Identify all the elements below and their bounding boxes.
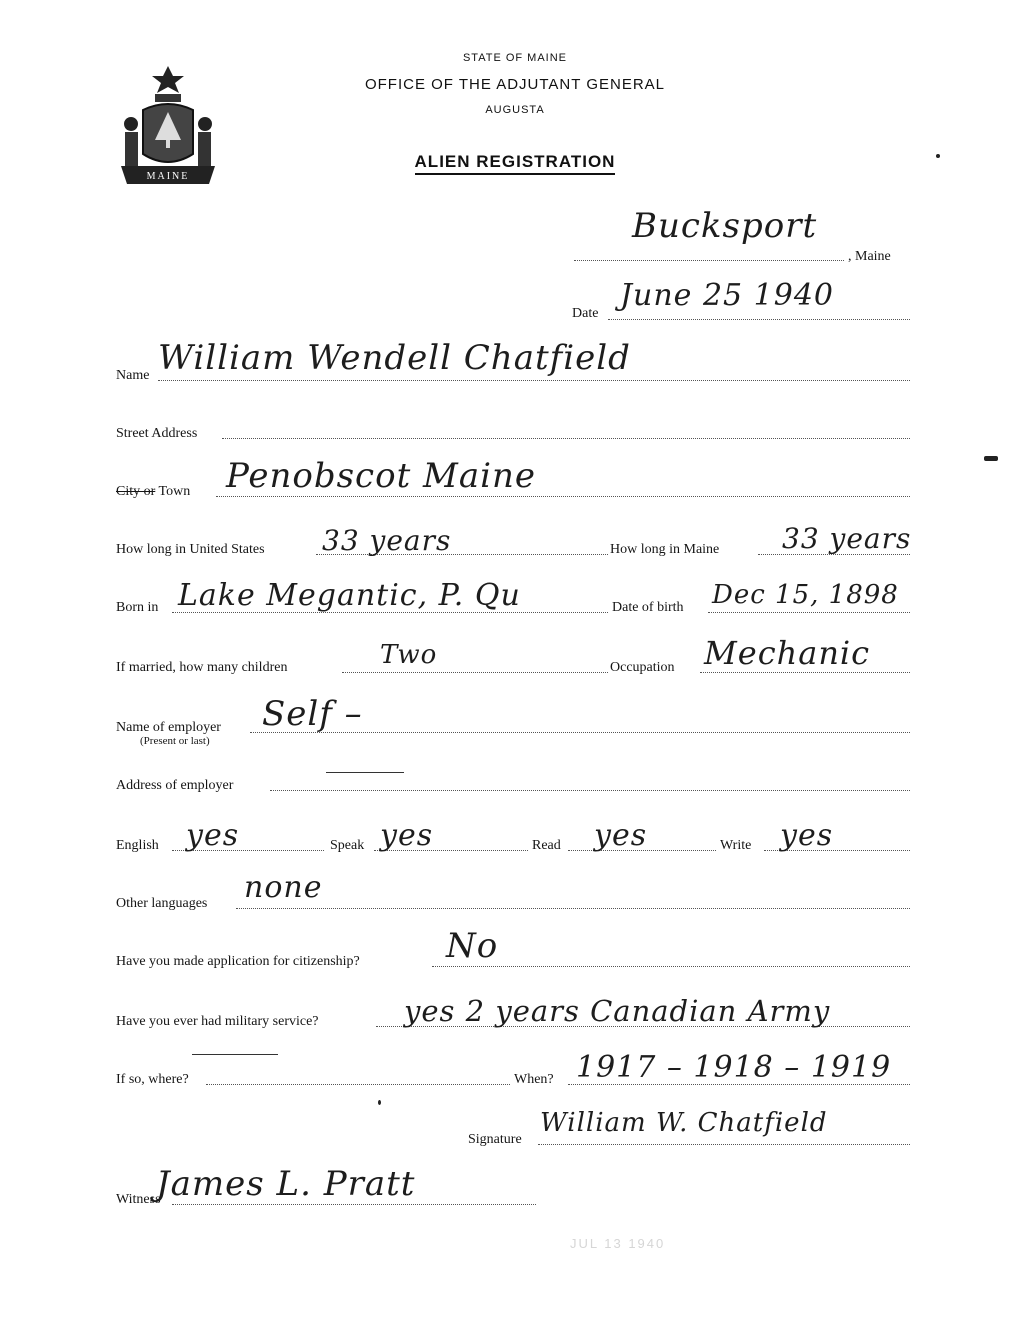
how-long-us-value: 33 years <box>322 524 452 557</box>
how-long-us-label: How long in United States <box>116 542 265 557</box>
other-languages-value: none <box>244 870 323 905</box>
date-label: Date <box>572 306 599 321</box>
name-line <box>158 380 910 381</box>
occupation-label: Occupation <box>610 660 675 675</box>
town-label: Town <box>158 484 191 499</box>
children-value: Two <box>380 640 438 670</box>
maine-label: , Maine <box>848 249 891 264</box>
town-top-line <box>574 260 844 261</box>
date-of-birth-value: Dec 15, 1898 <box>712 580 899 610</box>
received-stamp: JUL 13 1940 <box>570 1236 666 1251</box>
ink-speck <box>936 154 940 158</box>
ink-smudge <box>984 456 998 461</box>
read-label: Read <box>532 838 561 853</box>
citizenship-line <box>432 966 910 967</box>
english-label: English <box>116 838 159 853</box>
write-value: yes <box>780 818 834 853</box>
street-address-line <box>222 438 910 439</box>
date-of-birth-label: Date of birth <box>612 600 684 615</box>
born-in-value: Lake Megantic, P. Qu <box>178 578 521 613</box>
town-value: Penobscot Maine <box>226 456 537 496</box>
military-dash <box>192 1054 278 1055</box>
employer-address-dash <box>326 772 404 773</box>
military-value: yes 2 years Canadian Army <box>404 994 831 1028</box>
when-label: When? <box>514 1072 554 1087</box>
speak-value: yes <box>380 818 434 853</box>
witness-line <box>172 1204 536 1205</box>
employer-note: (Present or last) <box>140 735 210 747</box>
children-label: If married, how many children <box>116 660 288 675</box>
citizenship-value: No <box>446 926 499 966</box>
english-value: yes <box>186 818 240 853</box>
witness-value: James L. Pratt <box>156 1164 416 1204</box>
where-label: If so, where? <box>116 1072 189 1087</box>
form-title: ALIEN REGISTRATION <box>415 152 616 175</box>
write-label: Write <box>720 838 752 853</box>
city-heading: AUGUSTA <box>485 104 545 116</box>
employer-address-line <box>270 790 910 791</box>
children-line <box>342 672 608 673</box>
date-value: June 25 1940 <box>620 278 835 313</box>
occupation-line <box>700 672 910 673</box>
employer-value: Self – <box>262 694 363 734</box>
ink-dot <box>378 1100 381 1105</box>
name-label: Name <box>116 368 150 383</box>
street-address-label: Street Address <box>116 426 198 441</box>
read-value: yes <box>594 818 648 853</box>
witness-label: Witness <box>116 1192 161 1207</box>
state-heading: STATE OF MAINE <box>462 52 568 64</box>
other-languages-line <box>236 908 910 909</box>
employer-label: Name of employer <box>116 720 221 735</box>
born-in-label: Born in <box>116 600 159 615</box>
office-heading: OFFICE OF THE ADJUTANT GENERAL <box>364 76 666 93</box>
city-or-label: City or <box>116 484 156 499</box>
military-label: Have you ever had military service? <box>116 1014 319 1029</box>
signature-value: William W. Chatfield <box>540 1108 828 1138</box>
town-top-value: Bucksport <box>632 206 818 246</box>
other-languages-label: Other languages <box>116 896 208 911</box>
where-line <box>206 1084 510 1085</box>
name-value: William Wendell Chatfield <box>158 338 631 378</box>
city-town-label <box>116 484 190 500</box>
signature-line <box>538 1144 910 1145</box>
citizenship-label: Have you made application for citizenship? <box>116 954 360 969</box>
how-long-maine-label: How long in Maine <box>610 542 720 557</box>
how-long-maine-value: 33 years <box>782 522 912 555</box>
signature-label: Signature <box>468 1132 522 1147</box>
date-line <box>608 319 910 320</box>
employer-address-label: Address of employer <box>116 778 234 793</box>
seal-banner-text: MAINE <box>146 171 190 182</box>
town-line <box>216 496 910 497</box>
speak-label: Speak <box>330 838 365 853</box>
date-of-birth-line <box>708 612 910 613</box>
occupation-value: Mechanic <box>704 634 871 672</box>
title-wrap <box>300 152 730 172</box>
when-value: 1917 – 1918 – 1919 <box>576 1050 892 1085</box>
state-seal-icon <box>113 62 223 190</box>
